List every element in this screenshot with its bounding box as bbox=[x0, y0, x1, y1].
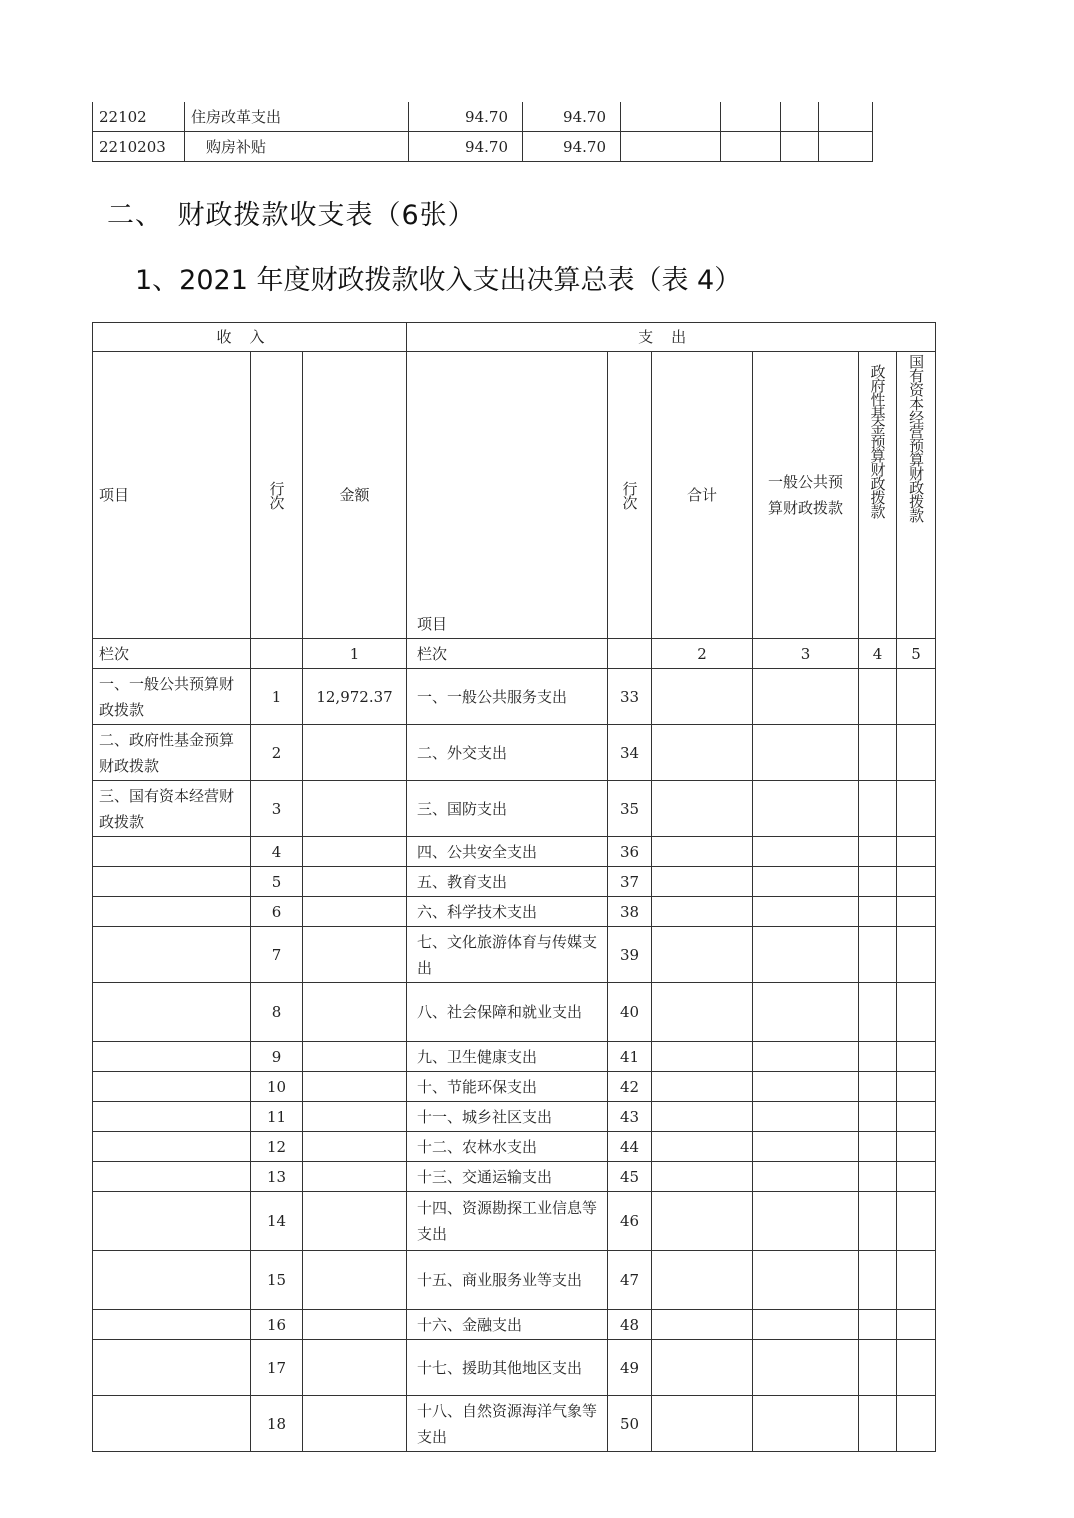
col-header-item: 项目 bbox=[93, 352, 251, 639]
cell-income-row-no: 11 bbox=[251, 1102, 303, 1132]
section-heading: 二、 财政拨款收支表（6张） bbox=[107, 200, 476, 231]
cell-expense-row-no: 48 bbox=[608, 1310, 652, 1340]
cell-income-item: 三、国有资本经营财政拨款 bbox=[93, 781, 251, 837]
cell-income-amount bbox=[303, 1072, 407, 1102]
cell-total bbox=[652, 1072, 753, 1102]
cell-state-capital bbox=[897, 897, 936, 927]
cell-total bbox=[652, 1162, 753, 1192]
cell-expense-item: 八、社会保障和就业支出 bbox=[407, 983, 608, 1042]
cell-general-budget bbox=[753, 1162, 859, 1192]
cell-income-row-no: 1 bbox=[251, 669, 303, 725]
table-row bbox=[93, 1132, 936, 1162]
cell-total bbox=[652, 725, 753, 781]
cell-income-amount bbox=[303, 781, 407, 837]
cell-income-row-no: 10 bbox=[251, 1072, 303, 1102]
cell-income-row-no: 8 bbox=[251, 983, 303, 1042]
cell-state-capital bbox=[897, 837, 936, 867]
cell-name: 购房补贴 bbox=[185, 132, 409, 162]
cell-income-item bbox=[93, 1396, 251, 1452]
cell-state-capital bbox=[897, 1310, 936, 1340]
cell-income-row-no: 7 bbox=[251, 927, 303, 983]
cell-expense-row-no: 50 bbox=[608, 1396, 652, 1452]
cell-income-row-no: 16 bbox=[251, 1310, 303, 1340]
cell-income-amount bbox=[303, 867, 407, 897]
cell-state-capital bbox=[897, 1132, 936, 1162]
fiscal-appropriation-summary-table bbox=[92, 322, 936, 1452]
table-row bbox=[93, 132, 873, 162]
cell-income-item bbox=[93, 1340, 251, 1396]
cell-general-budget bbox=[753, 781, 859, 837]
cell-income-item bbox=[93, 867, 251, 897]
cell-empty bbox=[781, 132, 819, 162]
cell-gov-fund bbox=[859, 1162, 897, 1192]
cell-gov-fund bbox=[859, 1340, 897, 1396]
cell-empty bbox=[781, 102, 819, 132]
cell-gov-fund bbox=[859, 669, 897, 725]
col-header-row-no: 行次 bbox=[251, 352, 303, 639]
cell-income-item bbox=[93, 1132, 251, 1162]
cell-total bbox=[652, 781, 753, 837]
cell-state-capital bbox=[897, 669, 936, 725]
table-row bbox=[93, 927, 936, 983]
cell-expense-row-no: 40 bbox=[608, 983, 652, 1042]
cell-income-row-no: 6 bbox=[251, 897, 303, 927]
table-row bbox=[93, 669, 936, 725]
cell-expense-item: 十五、商业服务业等支出 bbox=[407, 1251, 608, 1310]
cell-total bbox=[652, 1396, 753, 1452]
cell-expense-row-no: 39 bbox=[608, 927, 652, 983]
table-row bbox=[93, 1396, 936, 1452]
cell-income-amount bbox=[303, 1042, 407, 1072]
col-index-5: 5 bbox=[897, 639, 936, 669]
cell-general-budget bbox=[753, 1396, 859, 1452]
cell-income-item bbox=[93, 1102, 251, 1132]
cell-income-row-no: 5 bbox=[251, 867, 303, 897]
cell-expense-row-no: 43 bbox=[608, 1102, 652, 1132]
cell-expense-row-no: 41 bbox=[608, 1042, 652, 1072]
cell-income-amount bbox=[303, 1251, 407, 1310]
table-row bbox=[93, 837, 936, 867]
cell-general-budget bbox=[753, 927, 859, 983]
cell-general-budget bbox=[753, 897, 859, 927]
cell-expense-row-no: 45 bbox=[608, 1162, 652, 1192]
col-index-label-left: 栏次 bbox=[93, 639, 251, 669]
cell-amount2: 94.70 bbox=[523, 102, 621, 132]
cell-income-amount: 12,972.37 bbox=[303, 669, 407, 725]
cell-state-capital bbox=[897, 867, 936, 897]
group-header-row bbox=[93, 323, 936, 352]
cell-total bbox=[652, 897, 753, 927]
cell-expense-item: 一、一般公共服务支出 bbox=[407, 669, 608, 725]
cell-total bbox=[652, 1192, 753, 1251]
col-header-total: 合计 bbox=[652, 352, 753, 639]
cell-expense-item: 十六、金融支出 bbox=[407, 1310, 608, 1340]
cell-income-row-no: 13 bbox=[251, 1162, 303, 1192]
col-header-general-budget: 一般公共预算财政拨款 bbox=[753, 352, 859, 639]
cell-income-amount bbox=[303, 1162, 407, 1192]
cell-income-item bbox=[93, 1251, 251, 1310]
cell-expense-row-no: 37 bbox=[608, 867, 652, 897]
cell-total bbox=[652, 837, 753, 867]
cell-income-amount bbox=[303, 837, 407, 867]
cell-income-row-no: 9 bbox=[251, 1042, 303, 1072]
col-index-3: 3 bbox=[753, 639, 859, 669]
cell-income-item bbox=[93, 983, 251, 1042]
cell-gov-fund bbox=[859, 927, 897, 983]
cell-amount1: 94.70 bbox=[409, 132, 523, 162]
cell-gov-fund bbox=[859, 1072, 897, 1102]
income-header: 收入 bbox=[93, 323, 407, 352]
cell-state-capital bbox=[897, 983, 936, 1042]
cell-state-capital bbox=[897, 725, 936, 781]
table-row bbox=[93, 725, 936, 781]
cell-income-item bbox=[93, 1162, 251, 1192]
cell-gov-fund bbox=[859, 1310, 897, 1340]
column-header-row bbox=[93, 352, 936, 639]
col-index-2: 2 bbox=[652, 639, 753, 669]
cell-expense-item: 二、外交支出 bbox=[407, 725, 608, 781]
cell-general-budget bbox=[753, 1192, 859, 1251]
cell-income-amount bbox=[303, 1132, 407, 1162]
cell-income-row-no: 15 bbox=[251, 1251, 303, 1310]
table-row bbox=[93, 897, 936, 927]
cell-expense-row-no: 46 bbox=[608, 1192, 652, 1251]
col-index-4: 4 bbox=[859, 639, 897, 669]
cell-expense-item: 十三、交通运输支出 bbox=[407, 1162, 608, 1192]
column-index-row bbox=[93, 639, 936, 669]
cell-gov-fund bbox=[859, 725, 897, 781]
col-header-expense-item: 项目 bbox=[407, 352, 608, 639]
cell-state-capital bbox=[897, 1251, 936, 1310]
cell-empty bbox=[819, 132, 873, 162]
expense-header: 支出 bbox=[407, 323, 936, 352]
col-header-expense-row-no: 行次 bbox=[608, 352, 652, 639]
cell-empty bbox=[621, 102, 721, 132]
cell-gov-fund bbox=[859, 1251, 897, 1310]
cell-amount1: 94.70 bbox=[409, 102, 523, 132]
cell-expense-item: 六、科学技术支出 bbox=[407, 897, 608, 927]
cell-expense-row-no: 42 bbox=[608, 1072, 652, 1102]
table-heading: 1、2021 年度财政拨款收入支出决算总表（表 4） bbox=[135, 265, 742, 296]
col-header-state-capital: 国有资本经营预算财政拨款 bbox=[897, 352, 936, 639]
cell-total bbox=[652, 1340, 753, 1396]
cell-total bbox=[652, 867, 753, 897]
table-row bbox=[93, 1192, 936, 1251]
cell-expense-row-no: 38 bbox=[608, 897, 652, 927]
cell-income-amount bbox=[303, 1192, 407, 1251]
cell-empty bbox=[721, 132, 781, 162]
cell-state-capital bbox=[897, 1396, 936, 1452]
cell-general-budget bbox=[753, 1072, 859, 1102]
cell-income-row-no: 17 bbox=[251, 1340, 303, 1396]
cell-expense-item: 十一、城乡社区支出 bbox=[407, 1102, 608, 1132]
cell-state-capital bbox=[897, 1102, 936, 1132]
table-row bbox=[93, 1162, 936, 1192]
cell-income-item bbox=[93, 897, 251, 927]
cell-gov-fund bbox=[859, 867, 897, 897]
cell-income-item: 一、一般公共预算财政拨款 bbox=[93, 669, 251, 725]
table-row bbox=[93, 102, 873, 132]
cell-total bbox=[652, 1132, 753, 1162]
table-row bbox=[93, 983, 936, 1042]
cell-income-amount bbox=[303, 897, 407, 927]
cell-income-row-no: 4 bbox=[251, 837, 303, 867]
cell-total bbox=[652, 927, 753, 983]
cell-expense-row-no: 35 bbox=[608, 781, 652, 837]
cell-total bbox=[652, 1042, 753, 1072]
cell-total bbox=[652, 1251, 753, 1310]
table-row bbox=[93, 1042, 936, 1072]
cell-expense-item: 十八、自然资源海洋气象等支出 bbox=[407, 1396, 608, 1452]
table-row bbox=[93, 1251, 936, 1310]
cell-expense-row-no: 36 bbox=[608, 837, 652, 867]
cell-expense-item: 十二、农林水支出 bbox=[407, 1132, 608, 1162]
cell-expense-row-no: 34 bbox=[608, 725, 652, 781]
cell-state-capital bbox=[897, 1042, 936, 1072]
cell-gov-fund bbox=[859, 897, 897, 927]
cell-total bbox=[652, 983, 753, 1042]
cell-expense-item: 九、卫生健康支出 bbox=[407, 1042, 608, 1072]
col-header-amount: 金额 bbox=[303, 352, 407, 639]
cell-empty bbox=[721, 102, 781, 132]
cell-state-capital bbox=[897, 927, 936, 983]
table-row bbox=[93, 1340, 936, 1396]
cell-state-capital bbox=[897, 781, 936, 837]
cell-expense-item: 七、文化旅游体育与传媒支出 bbox=[407, 927, 608, 983]
cell-total bbox=[652, 1310, 753, 1340]
cell-state-capital bbox=[897, 1192, 936, 1251]
cell-gov-fund bbox=[859, 1132, 897, 1162]
cell-gov-fund bbox=[859, 1102, 897, 1132]
cell-income-row-no: 12 bbox=[251, 1132, 303, 1162]
cell-income-row-no: 14 bbox=[251, 1192, 303, 1251]
cell-expense-row-no: 33 bbox=[608, 669, 652, 725]
table-row bbox=[93, 1072, 936, 1102]
cell-income-row-no: 2 bbox=[251, 725, 303, 781]
cell-income-item bbox=[93, 927, 251, 983]
cell-income-amount bbox=[303, 1310, 407, 1340]
cell-income-item bbox=[93, 1042, 251, 1072]
cell-income-amount bbox=[303, 1340, 407, 1396]
col-header-gov-fund: 政府性基金预算财政拨款 bbox=[859, 352, 897, 639]
cell-general-budget bbox=[753, 867, 859, 897]
cell-code: 2210203 bbox=[93, 132, 185, 162]
cell-expense-item: 三、国防支出 bbox=[407, 781, 608, 837]
cell-income-item: 二、政府性基金预算财政拨款 bbox=[93, 725, 251, 781]
cell-income-item bbox=[93, 1192, 251, 1251]
previous-table-fragment bbox=[92, 102, 873, 162]
cell-total bbox=[652, 669, 753, 725]
cell-general-budget bbox=[753, 1340, 859, 1396]
cell-expense-row-no: 49 bbox=[608, 1340, 652, 1396]
cell-state-capital bbox=[897, 1072, 936, 1102]
cell-total bbox=[652, 1102, 753, 1132]
cell-gov-fund bbox=[859, 1192, 897, 1251]
cell-general-budget bbox=[753, 983, 859, 1042]
cell-general-budget bbox=[753, 669, 859, 725]
cell-income-row-no: 18 bbox=[251, 1396, 303, 1452]
cell-income-amount bbox=[303, 725, 407, 781]
cell-income-item bbox=[93, 1072, 251, 1102]
col-index-1: 1 bbox=[303, 639, 407, 669]
cell-income-amount bbox=[303, 1102, 407, 1132]
col-index-label-right: 栏次 bbox=[407, 639, 608, 669]
cell-state-capital bbox=[897, 1340, 936, 1396]
cell-general-budget bbox=[753, 1102, 859, 1132]
table-row bbox=[93, 1102, 936, 1132]
cell-gov-fund bbox=[859, 983, 897, 1042]
cell-expense-item: 十七、援助其他地区支出 bbox=[407, 1340, 608, 1396]
cell-general-budget bbox=[753, 1132, 859, 1162]
cell-gov-fund bbox=[859, 837, 897, 867]
cell-general-budget bbox=[753, 1042, 859, 1072]
cell-expense-row-no: 47 bbox=[608, 1251, 652, 1310]
cell-amount2: 94.70 bbox=[523, 132, 621, 162]
cell-gov-fund bbox=[859, 1042, 897, 1072]
cell-gov-fund bbox=[859, 1396, 897, 1452]
cell-empty bbox=[819, 102, 873, 132]
cell-general-budget bbox=[753, 725, 859, 781]
cell-expense-row-no: 44 bbox=[608, 1132, 652, 1162]
cell-expense-item: 十、节能环保支出 bbox=[407, 1072, 608, 1102]
cell-name: 住房改革支出 bbox=[185, 102, 409, 132]
cell-expense-item: 十四、资源勘探工业信息等支出 bbox=[407, 1192, 608, 1251]
table-row bbox=[93, 781, 936, 837]
cell-income-item bbox=[93, 837, 251, 867]
cell-general-budget bbox=[753, 1251, 859, 1310]
cell-income-amount bbox=[303, 983, 407, 1042]
cell-income-amount bbox=[303, 927, 407, 983]
cell-general-budget bbox=[753, 1310, 859, 1340]
table-row bbox=[93, 867, 936, 897]
cell-income-item bbox=[93, 1310, 251, 1340]
cell-gov-fund bbox=[859, 781, 897, 837]
cell-expense-item: 四、公共安全支出 bbox=[407, 837, 608, 867]
cell-income-row-no: 3 bbox=[251, 781, 303, 837]
cell-expense-item: 五、教育支出 bbox=[407, 867, 608, 897]
cell-empty bbox=[621, 132, 721, 162]
cell-state-capital bbox=[897, 1162, 936, 1192]
cell-general-budget bbox=[753, 837, 859, 867]
cell-income-amount bbox=[303, 1396, 407, 1452]
cell-code: 22102 bbox=[93, 102, 185, 132]
table-row bbox=[93, 1310, 936, 1340]
